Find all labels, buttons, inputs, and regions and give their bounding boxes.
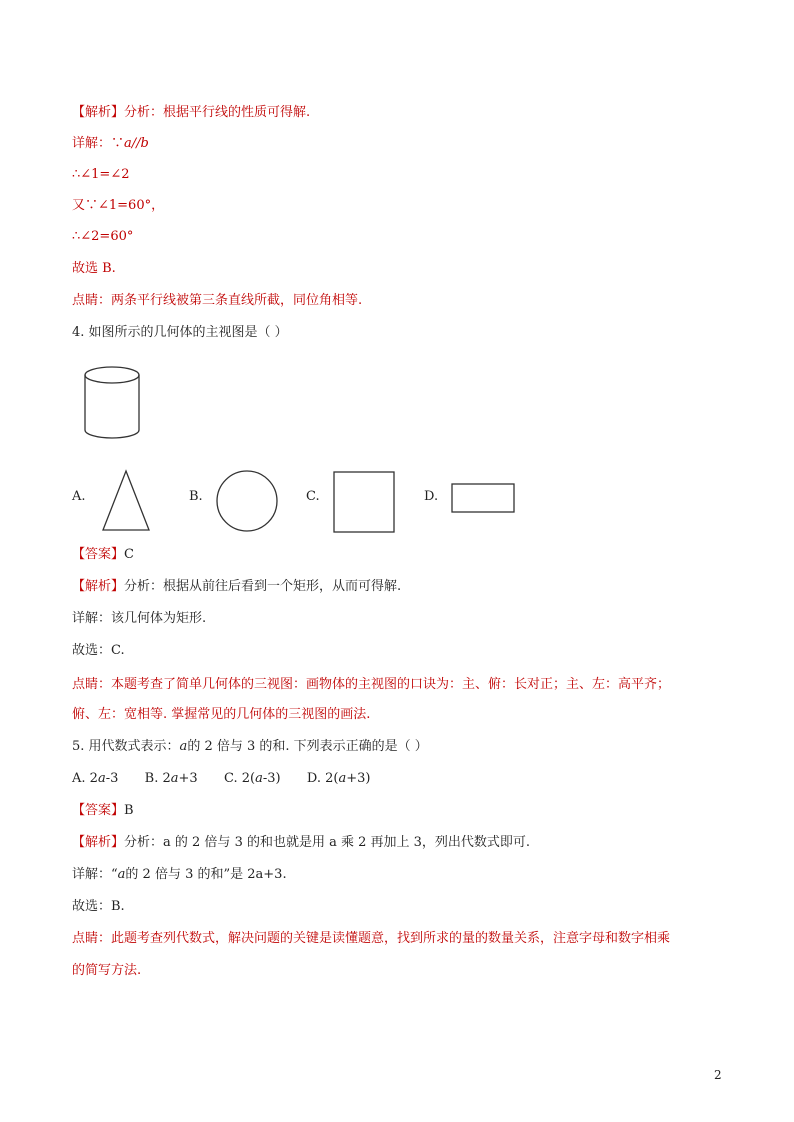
answer-label: 【答案】 bbox=[72, 547, 125, 562]
q5-question bbox=[72, 738, 428, 756]
q5-option-a bbox=[72, 771, 118, 786]
opt-a-suffix: -3 bbox=[105, 771, 119, 786]
option-b-label: B. bbox=[189, 489, 203, 504]
analysis-text: 分析：根据平行线的性质可得解. bbox=[124, 105, 311, 120]
circle-option bbox=[214, 468, 280, 534]
q3-detail-line bbox=[72, 135, 149, 153]
q4-answer-line bbox=[72, 546, 134, 564]
q5-choice: 故选：B. bbox=[72, 899, 125, 914]
opt-d-var: a bbox=[338, 771, 347, 786]
q5-question-suffix: 的 2 倍与 3 的和. 下列表示正确的是（ ） bbox=[187, 739, 428, 754]
answer-label: 【答案】 bbox=[72, 803, 125, 818]
analysis-text: 分析：根据从前往后看到一个矩形，从而可得解. bbox=[124, 579, 402, 594]
opt-c-prefix: C. 2( bbox=[223, 771, 256, 786]
q3-step3: ∴∠2=60° bbox=[72, 229, 134, 244]
opt-d-suffix: +3) bbox=[346, 771, 371, 786]
q5-detail bbox=[72, 866, 287, 884]
opt-a-var: a bbox=[97, 771, 106, 786]
opt-d-prefix: D. 2( bbox=[306, 771, 339, 786]
q4-question: 4. 如图所示的几何体的主视图是（ ） bbox=[72, 325, 288, 340]
q4-detail: 详解：该几何体为矩形. bbox=[72, 611, 207, 626]
rectangle-option bbox=[450, 482, 516, 514]
q3-step2: 又∵∠1=60°， bbox=[72, 198, 165, 213]
q5-option-b bbox=[145, 771, 198, 786]
detail-suffix: 的 2 倍与 3 的和”是 2a+3. bbox=[125, 867, 287, 882]
detail-var: a bbox=[117, 867, 126, 882]
opt-c-suffix: -3) bbox=[262, 771, 281, 786]
q5-options bbox=[72, 770, 370, 788]
analysis-label: 【解析】 bbox=[72, 105, 125, 120]
q5-option-d bbox=[307, 771, 371, 786]
q4-comment-1: 点睛：本题考查了简单几何体的三视图：画物体的主视图的口诀为：主、俯：长对正；主、左：高平齐； bbox=[72, 677, 671, 692]
q4-analysis-line bbox=[72, 578, 401, 596]
detail-prefix: 详解：“ bbox=[72, 867, 118, 882]
q5-question-var: a bbox=[179, 739, 188, 754]
q3-step1: ∴∠1=∠2 bbox=[72, 167, 130, 182]
opt-a-prefix: A. 2 bbox=[72, 771, 98, 786]
detail-var: a//b bbox=[124, 136, 149, 151]
q4-comment-2: 俯、左：宽相等. 掌握常见的几何体的三视图的画法. bbox=[72, 707, 371, 722]
q3-comment: 点睛：两条平行线被第三条直线所截，同位角相等. bbox=[72, 293, 363, 308]
option-c-label: C. bbox=[306, 489, 320, 504]
page-number: 2 bbox=[714, 1068, 722, 1082]
q5-comment-1: 点睛：此题考查列代数式，解决问题的关键是读懂题意，找到所求的量的数量关系，注意字母和数字相乘 bbox=[72, 931, 671, 946]
square-option bbox=[332, 470, 396, 534]
opt-b-suffix: +3 bbox=[178, 771, 198, 786]
triangle-option bbox=[100, 468, 152, 534]
q3-choice: 故选 B. bbox=[72, 261, 116, 276]
option-a-label: A. bbox=[72, 489, 86, 504]
cylinder-figure bbox=[80, 364, 144, 444]
answer-value: C bbox=[124, 547, 134, 562]
opt-c-var: a bbox=[255, 771, 263, 786]
analysis-label: 【解析】 bbox=[72, 835, 125, 850]
analysis-label: 【解析】 bbox=[72, 579, 125, 594]
q5-answer-line bbox=[72, 802, 134, 820]
answer-value: B bbox=[124, 803, 134, 818]
opt-b-var: a bbox=[170, 771, 179, 786]
q5-option-c bbox=[224, 771, 281, 786]
analysis-text: 分析：a 的 2 倍与 3 的和也就是用 a 乘 2 再加上 3，列出代数式即可. bbox=[124, 835, 531, 850]
q5-comment-2: 的简写方法. bbox=[72, 963, 142, 978]
option-d-label: D. bbox=[424, 489, 439, 504]
detail-prefix: 详解：∵ bbox=[72, 136, 125, 151]
q5-question-prefix: 5. 用代数式表示： bbox=[72, 739, 180, 754]
q5-analysis-line bbox=[72, 834, 530, 852]
q4-choice: 故选：C. bbox=[72, 643, 125, 658]
q3-analysis-line bbox=[72, 104, 310, 122]
opt-b-prefix: B. 2 bbox=[144, 771, 171, 786]
